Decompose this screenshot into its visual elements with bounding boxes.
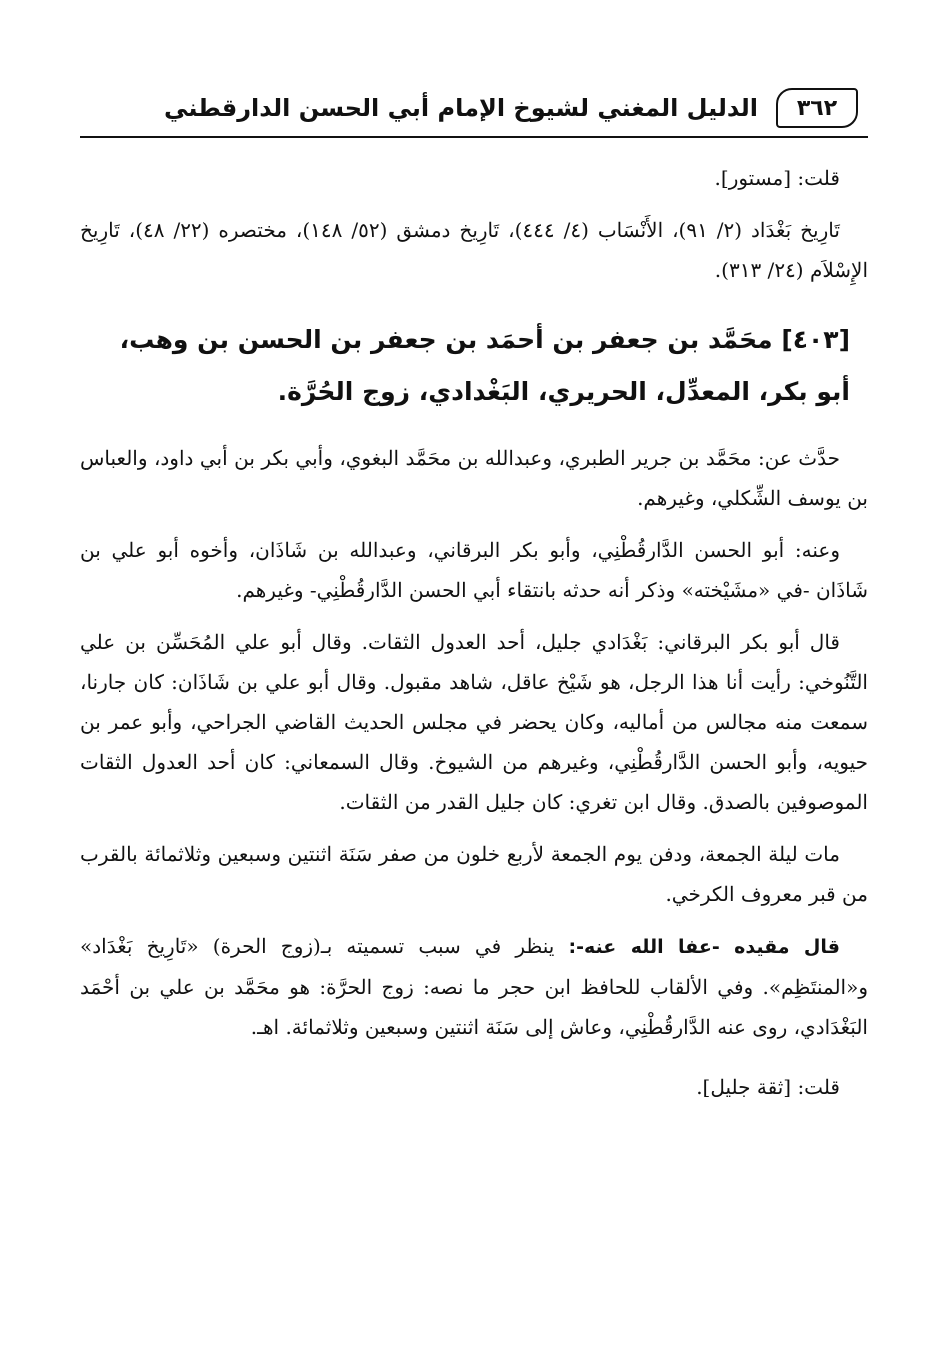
entry-heading-line-1: [٤٠٣] محَمَّد بن جعفر بن أحمَد بن جعفر بن الحسن بن وهب، <box>119 325 850 354</box>
running-title: الدليل المغني لشيوخ الإمام أبي الحسن الدارقطني <box>164 94 758 122</box>
page-body <box>80 158 868 1119</box>
prev-entry-references: تَارِيخ بَغْدَاد (٢/ ٩١)، الأَنْسَاب (٤/ ٤٤٤)، تَارِيخ دمشق (٥٢/ ١٤٨)، مختصره (٢٢/ ٤٨)، تَارِيخ الإِسْلاَم (٢٤/ ٣١٣). <box>80 218 868 282</box>
entry-note-label: قال مقيده -عفا الله عنه-: <box>568 936 840 958</box>
header-rule <box>80 136 868 138</box>
page-header <box>80 86 868 136</box>
entry-death: مات ليلة الجمعة، ودفن يوم الجمعة لأربع خلون من صفر سَنَة اثنتين وسبعين وثلاثمائة بالقرب من قبر معروف الكرخي. <box>80 842 868 906</box>
page-number: ٣٦٢ <box>776 88 858 128</box>
entry-opinions: قال أبو بكر البرقاني: بَغْدَادي جليل، أحد العدول الثقات. وقال أبو علي المُحَسِّن بن علي التَّنُوخي: رأيت أنا هذا الرجل، هو شَيْخ عاقل، شاهد مقبول. وقال أبو علي بن شَاذَان: كان جارنا، سمعت منه مجالس من أماليه، وكان يحضر في مجلس الحديث القاضي الجراحي، وأبو عمر بن حيويه، وأبو الحسن الدَّارقُطْنِي، وغيرهم من الشيوخ. وقال السمعاني: كان أحد العدول الثقات الموصوفين بالصدق. وقال ابن تغري: كان جليل القدر من الثقات. <box>80 630 868 814</box>
entry-heading-line-2: أبو بكر، المعدِّل، الحريري، البَغْدادي، زوج الحُرَّة. <box>277 377 850 406</box>
entry-verdict: قلت: [ثقة جليل]. <box>696 1075 840 1099</box>
entry-note <box>80 926 868 1047</box>
entry-teachers: حدَّث عن: محَمَّد بن جرير الطبري، وعبدالله بن محَمَّد البغوي، وأبي بكر بن أبي داود، والعباس بن يوسف الشِّكلي، وغيرهم. <box>80 446 868 510</box>
prev-entry-verdict: قلت: [مستور]. <box>714 166 840 190</box>
entry-students: وعنه: أبو الحسن الدَّارقُطْنِي، وأبو بكر البرقاني، وعبدالله بن شَاذَان، وأخوه أبو علي بن شَاذَان -في «مشَيْخته» وذكر أنه حدثه بانتقاء أبي الحسن الدَّارقُطْنِي- وغيرهم. <box>80 538 868 602</box>
entry-heading <box>80 314 850 418</box>
entry-note-text: ينظر في سبب تسميته بـ(زوج الحرة) «تَارِيخ بَغْدَاد» و«المنتَظِم». وفي الألقاب للحافظ ابن حجر ما نصه: زوج الحرَّة: هو محَمَّد بن علي بن أحْمَد البَغْدَادي، روى عنه الدَّارقُطْنِي، وعاش إلى سَنَة اثنتين وسبعين وثلاثمائة. اهـ. <box>80 934 868 1039</box>
